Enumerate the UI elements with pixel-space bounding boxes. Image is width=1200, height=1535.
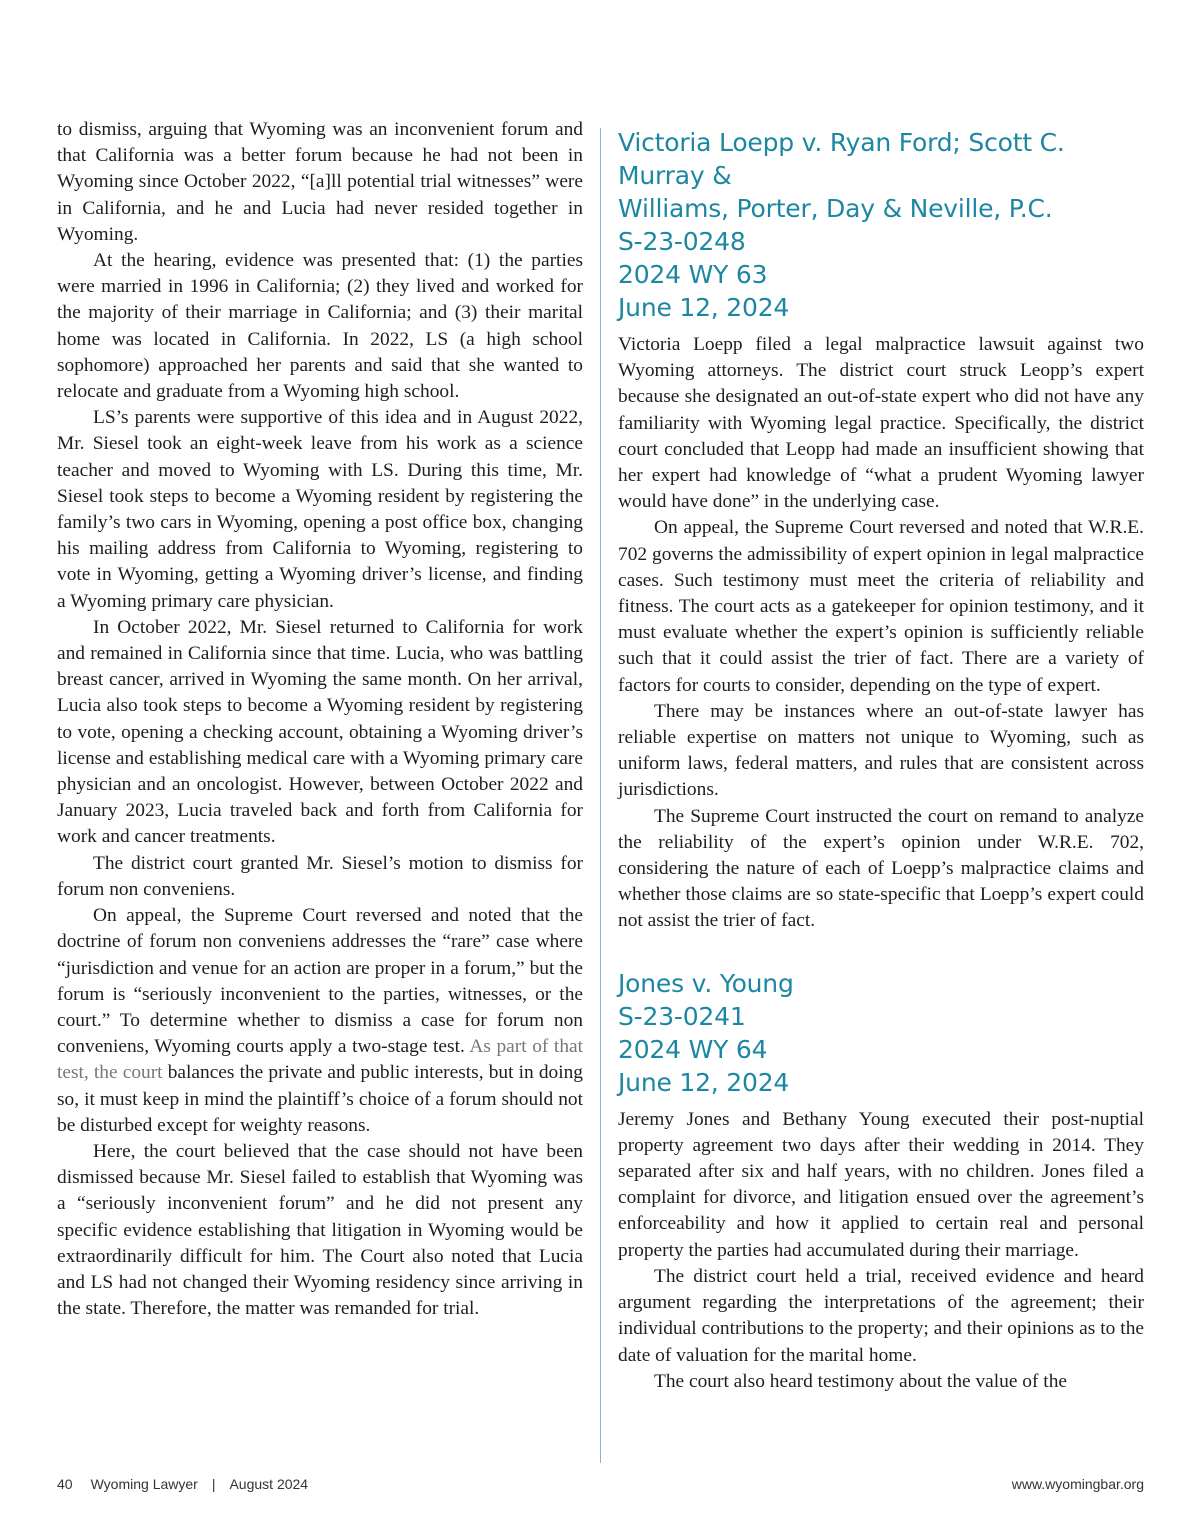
case-loepp-v-ford bbox=[618, 126, 1144, 935]
case-2-heading bbox=[618, 967, 1144, 1099]
left-paragraph-1: to dismiss, arguing that Wyoming was an inconvenient forum and that California was a better forum because he had not been in Wyoming since October 2022, “[a]ll potential trial witnesses” were in California, and he and Lucia had never resided together in Wyoming. bbox=[57, 119, 583, 245]
case-1-paragraph-1: Victoria Loepp filed a legal malpractice lawsuit against two Wyoming attorneys. The district court struck Leopp’s expert because she designated an out-of-state expert who did not have any familiarity with Wyoming legal practice. Specifically, the district court concluded that Leopp had made an insufficient showing that her expert had knowledge of “what a prudent Wyoming lawyer would have done” in the underlying case. bbox=[618, 334, 1144, 513]
case-1-paragraph-3: There may be instances where an out-of-state lawyer has reliable expertise on matters not unique to Wyoming, such as uniform laws, federal matters, and rules that are consistent across jurisdictions. bbox=[618, 700, 1144, 801]
case-1-paragraph-4: The Supreme Court instructed the court on remand to analyze the reliability of the expert’s opinion under W.R.E. 702, considering the nature of each of Loepp’s malpractice claims and whether those claims are so state-specific that Loepp’s expert could not assist the trier of fact. bbox=[618, 805, 1144, 932]
case-2-date: June 12, 2024 bbox=[618, 1067, 790, 1097]
right-column bbox=[618, 126, 1144, 1395]
footer-website: www.wyomingbar.org bbox=[1011, 1476, 1144, 1492]
left-paragraph-6-part-1: On appeal, the Supreme Court reversed and noted that the doctrine of forum non conveniens addresses the “rare” case where “jurisdiction and venue for an action are proper in a forum,” but the forum is “seriously inconvenient to the parties, witnesses, or the court.” To determine whether to dismiss a case for forum non conveniens, Wyoming courts apply a two-stage test. bbox=[57, 905, 583, 1058]
footer-issue: August 2024 bbox=[229, 1476, 309, 1492]
footer-left bbox=[57, 1476, 308, 1492]
footer-page-number: 40 bbox=[57, 1476, 73, 1492]
case-1-title-line-1: Victoria Loepp v. Ryan Ford; Scott C. Murray & bbox=[618, 128, 1065, 190]
case-2-docket: S-23-0241 bbox=[618, 1001, 746, 1031]
case-2-paragraph-1: Jeremy Jones and Bethany Young executed their post-nuptial property agreement two days after their wedding in 2014. They separated after six and half years, with no children. Jones filed a complaint for divorce, and litigation ensued over the agreement’s enforceability and how it applied to certain real and personal property the parties had accumulated during their marriage. bbox=[618, 1108, 1144, 1261]
case-2-title: Jones v. Young bbox=[618, 968, 794, 998]
case-1-date: June 12, 2024 bbox=[618, 293, 790, 322]
footer-separator: | bbox=[211, 1476, 216, 1492]
case-2-paragraph-2: The district court held a trial, received evidence and heard argument regarding the interpretations of the agreement; their individual contributions to the property; and their opinions as to the date of valuation for the marital home. bbox=[618, 1265, 1144, 1366]
left-paragraph-3: LS’s parents were supportive of this idea and in August 2022, Mr. Siesel took an eight-week leave from his work as a science teacher and moved to Wyoming with LS. During this time, Mr. Siesel took steps to become a Wyoming resident by registering the family’s two cars in Wyoming, opening a post office box, changing his mailing address from California to Wyoming, registering to vote in Wyoming, getting a Wyoming driver’s license, and finding a Wyoming primary care physician. bbox=[57, 407, 583, 612]
case-1-heading bbox=[618, 126, 1144, 324]
case-2-citation: 2024 WY 64 bbox=[618, 1034, 768, 1064]
left-paragraph-6 bbox=[57, 903, 583, 1139]
left-paragraph-6-muted: As part of that test, the court bbox=[57, 1036, 584, 1084]
footer-publication: Wyoming Lawyer bbox=[90, 1476, 198, 1492]
case-spacer bbox=[618, 935, 1144, 967]
case-2-paragraph-3: The court also heard testimony about the value of the bbox=[654, 1370, 1067, 1392]
left-paragraph-6-part-2: balances the private and public interests, but in doing so, it must keep in mind the plaintiff’s choice of a forum should not be disturbed except for weighty reasons. bbox=[57, 1062, 583, 1136]
column-divider bbox=[600, 128, 601, 1463]
case-1-paragraph-2: On appeal, the Supreme Court reversed and noted that W.R.E. 702 governs the admissibility of expert opinion in legal malpractice cases. Such testimony must meet the criteria of reliability and fitness. The court acts as a gatekeeper for opinion testimony, and it must evaluate whether the expert’s opinion is sufficiently reliable such that it could assist the trier of fact. There are a variety of factors for courts to consider, depending on the type of expert. bbox=[618, 517, 1144, 696]
case-jones-v-young bbox=[618, 967, 1144, 1395]
case-1-title-line-2: Williams, Porter, Day & Neville, P.C. bbox=[618, 194, 1053, 223]
left-paragraph-5: The district court granted Mr. Siesel’s motion to dismiss for forum non conveniens. bbox=[57, 852, 583, 900]
case-1-citation: 2024 WY 63 bbox=[618, 260, 768, 289]
left-paragraph-7: Here, the court believed that the case should not have been dismissed because Mr. Siesel failed to establish that Wyoming was a “seriously inconvenient forum” and he did not present any specific evidence establishing that litigation in Wyoming would be extraordinarily difficult for him. The Court also noted that Lucia and LS had not changed their Wyoming residency since arriving in the state. Therefore, the matter was remanded for trial. bbox=[57, 1140, 583, 1320]
left-paragraph-4: In October 2022, Mr. Siesel returned to California for work and remained in California since that time. Lucia, who was battling breast cancer, arrived in Wyoming the same month. On her arrival, Lucia also took steps to become a Wyoming resident by registering to vote, opening a checking account, obtaining a Wyoming driver’s license and establishing medical care with a Wyoming primary care physician and an oncologist. However, between October 2022 and January 2023, Lucia traveled back and forth from California for work and cancer treatments. bbox=[57, 616, 583, 848]
left-column bbox=[57, 117, 583, 1322]
case-1-docket: S-23-0248 bbox=[618, 227, 746, 256]
left-paragraph-2: At the hearing, evidence was presented that: (1) the parties were married in 1996 in California; (2) they lived and worked for the majority of their marriage in California; and (3) their marital home was located in California. In 2022, LS (a high school sophomore) approached her parents and said that she wanted to relocate and graduate from a Wyoming high school. bbox=[57, 250, 583, 403]
